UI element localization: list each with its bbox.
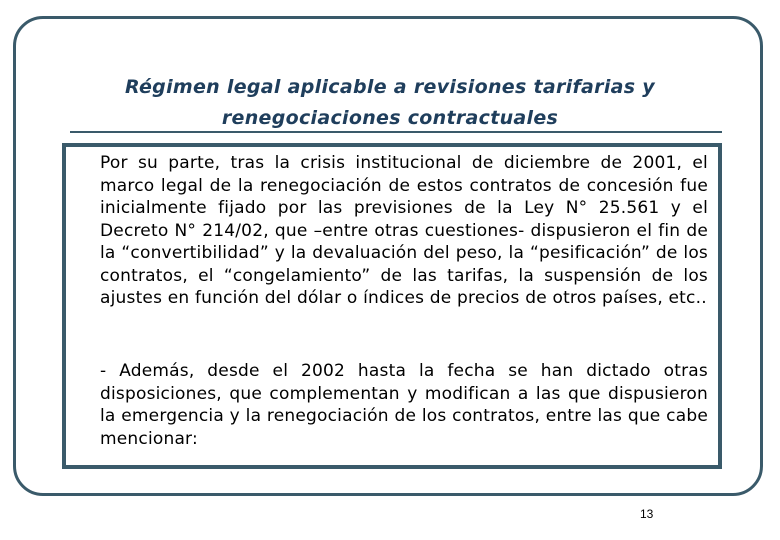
body-paragraph-1: Por su parte, tras la crisis institucional de diciembre de 2001, el marco legal de la renegociación de estos contratos de concesión fue inicialmente fijado por las previsiones de la Ley N° 25.561 y el Decreto N° 214/02, que –entre otras cuestiones- dispusieron el fin de la “convertibilidad” y la devaluación del peso, la “pesificación” de los contratos, el “congelamiento” de las tarifas, la suspensión de los ajustes en función del dólar o índices de precios de otros países, etc.. [100,153,708,308]
page-number: 13 [640,507,654,521]
slide-title: Régimen legal aplicable a revisiones tarifarias y renegociaciones contractuales [125,76,655,129]
title-divider [70,131,722,133]
body-paragraph-2: - Además, desde el 2002 hasta la fecha se han dictado otras disposiciones, que complementan y modifican a las que dispusieron la emergencia y la renegociación de los contratos, entre las que cabe mencionar: [100,361,708,449]
